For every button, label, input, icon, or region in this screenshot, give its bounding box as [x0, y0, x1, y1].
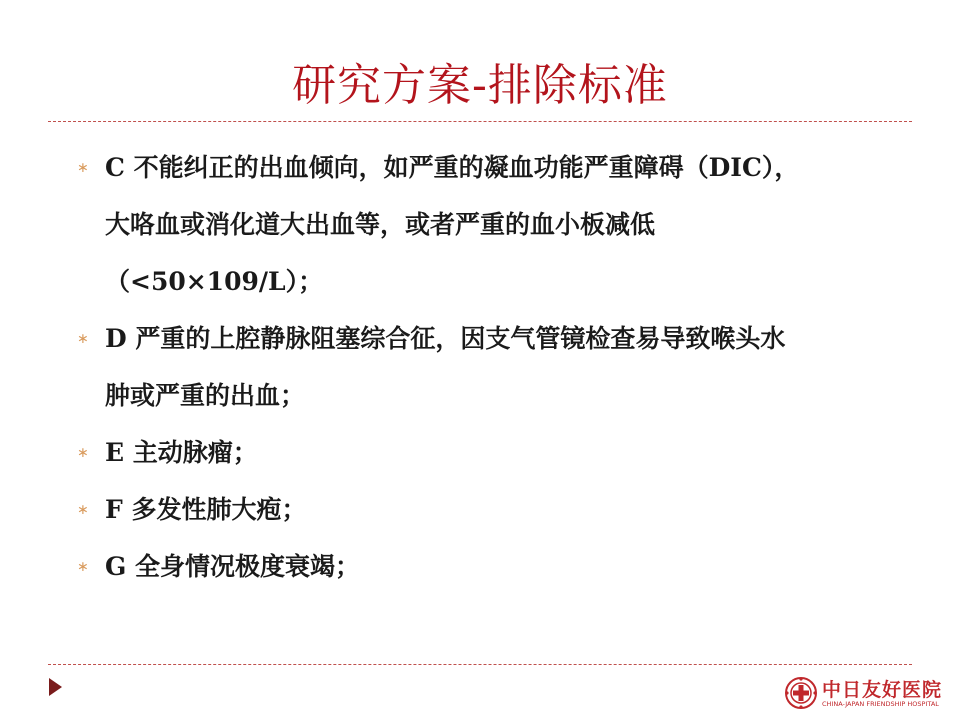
play-triangle-icon[interactable] — [49, 678, 62, 696]
bullet-marker: ∗ — [77, 445, 89, 461]
slide-title: 研究方案-排除标准 — [292, 60, 668, 111]
bullet-f-line-1: F 多发性肺大疱； — [105, 495, 307, 524]
bullet-marker: ∗ — [77, 502, 89, 518]
bullet-marker: ∗ — [77, 160, 89, 176]
bullet-c-line-1: C 不能纠正的出血倾向，如严重的凝血功能严重障碍（DIC）， — [105, 153, 800, 182]
bullet-d-line-1: D 严重的上腔静脉阻塞综合征，因支气管镜检查易导致喉头水 — [105, 324, 786, 353]
hospital-logo — [784, 674, 943, 714]
bullet-d-line-2: 肿或严重的出血； — [105, 381, 306, 410]
bullet-marker: ∗ — [77, 331, 89, 347]
bottom-divider — [48, 664, 912, 665]
bullet-e-line-1: E 主动脉瘤； — [105, 438, 258, 467]
bullet-marker: ∗ — [77, 559, 89, 575]
bullet-c-line-3: （<50×109/L）； — [105, 267, 324, 296]
logo-name-cn: 中日友好医院 — [822, 679, 943, 701]
bullet-c-line-2: 大咯血或消化道大出血等，或者严重的血小板减低 — [105, 210, 656, 239]
bullet-g-line-1: G 全身情况极度衰竭； — [105, 552, 361, 581]
logo-name-en: CHINA-JAPAN FRIENDSHIP HOSPITAL — [822, 700, 939, 708]
hospital-emblem-icon — [784, 676, 818, 710]
